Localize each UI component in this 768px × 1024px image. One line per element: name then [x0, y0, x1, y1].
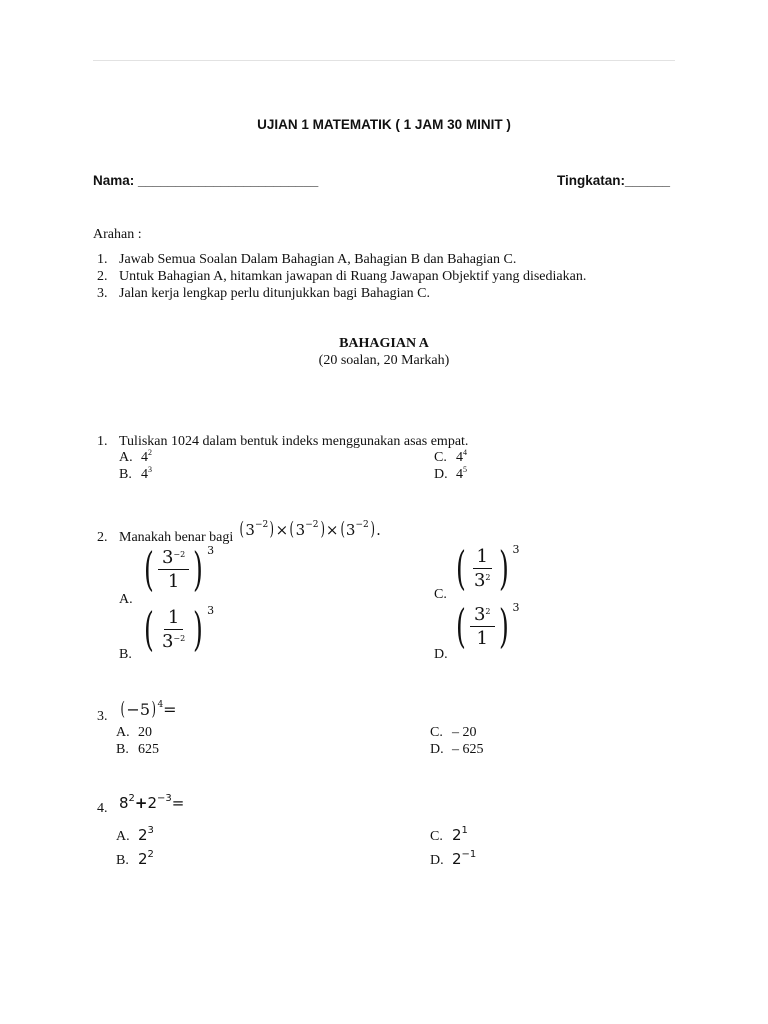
q3-option-c: [430, 725, 477, 741]
option-value: – 625: [452, 742, 484, 757]
instruction-item: [97, 269, 586, 285]
option-power: [452, 850, 476, 868]
q1-option-d: [434, 467, 467, 483]
instruction-item: [97, 286, 430, 302]
option-base: 2: [138, 826, 148, 844]
question-text: Manakah benar bagi: [119, 530, 234, 545]
outer-exponent: 3: [512, 601, 520, 614]
expr-exponent: −2: [305, 520, 319, 530]
question-number: 2.: [97, 530, 108, 545]
q3-option-d: [430, 742, 484, 758]
q2-option-c: ( $\frac{1}{3^2}$ ) 3: [456, 541, 520, 595]
option-exponent: 2: [148, 448, 152, 457]
instruction-number: 2.: [97, 269, 108, 284]
fraction-denominator: 1: [167, 570, 180, 592]
option-base: 4: [456, 450, 463, 465]
q2-option-c-label: C.: [434, 587, 447, 602]
times-sign: ×: [325, 521, 339, 539]
expr-exponent: −2: [355, 520, 369, 530]
fraction-numerator: 3: [161, 546, 174, 568]
instruction-item: [97, 252, 516, 268]
instructions-heading: Arahan :: [93, 227, 142, 242]
option-exponent: 4: [463, 448, 467, 457]
q4-option-a: [116, 826, 154, 845]
option-value: 20: [138, 725, 152, 740]
option-label: C.: [430, 725, 443, 740]
option-power: [138, 826, 154, 844]
option-label: B.: [116, 853, 129, 868]
numerator-exponent: 2: [485, 606, 491, 616]
option-label: B.: [119, 467, 132, 482]
equals-sign: =: [171, 794, 185, 812]
q4-option-c: [430, 826, 468, 845]
fraction-denominator: 3: [473, 569, 486, 591]
denominator-exponent: −2: [173, 633, 186, 643]
option-base: 4: [141, 450, 148, 465]
instruction-number: 3.: [97, 286, 108, 301]
q4-option-d: [430, 850, 476, 869]
option-label: D.: [430, 742, 444, 757]
option-power: [452, 826, 468, 844]
question-1: [97, 434, 468, 450]
option-exponent: 5: [463, 465, 467, 474]
question-4-number: 4.: [97, 801, 108, 816]
option-base: 4: [456, 467, 463, 482]
header-divider: [93, 60, 675, 61]
q4-option-b: [116, 850, 154, 869]
denominator-exponent: 2: [485, 572, 491, 582]
option-value: 625: [138, 742, 159, 757]
option-exponent: 2: [147, 849, 154, 860]
plus-sign: +: [134, 794, 148, 812]
expr-base: 8: [119, 794, 129, 812]
fraction-denominator: 3: [161, 630, 174, 652]
instruction-number: 1.: [97, 252, 108, 267]
expr-period: .: [376, 521, 381, 539]
expr-exponent: −2: [254, 520, 269, 530]
fraction-numerator: 3: [473, 603, 486, 625]
option-base: 2: [452, 826, 462, 844]
q1-option-b: [119, 467, 152, 483]
instruction-text: Jalan kerja lengkap perlu ditunjukkan bagi Bahagian C.: [119, 286, 431, 301]
q2-expression: $(3^{-2})\times(3^{-2})\times(3^{-2})$.: [239, 518, 381, 540]
question-3-number: 3.: [97, 709, 108, 724]
q2-option-a: ( $\frac{3^{-2}}{1}$ ) 3: [144, 542, 215, 596]
option-base: 2: [452, 850, 462, 868]
option-power: [138, 850, 154, 868]
q2-option-d: ( $\frac{3^2}{1}$ ) 3: [456, 599, 520, 653]
q2-option-b-label: B.: [119, 647, 132, 662]
numerator-exponent: −2: [173, 549, 186, 559]
option-label: D.: [434, 467, 448, 482]
option-exponent: 3: [147, 825, 154, 836]
section-subtitle: (20 soalan, 20 Markah): [318, 353, 450, 368]
q2-option-d-label: D.: [434, 647, 448, 662]
expr-base: 3: [345, 521, 356, 539]
instruction-text: Untuk Bahagian A, hitamkan jawapan di Ruang Jawapan Objektif yang disediakan.: [119, 269, 587, 284]
q1-option-c: [434, 450, 467, 466]
option-exponent: 3: [148, 465, 152, 474]
equals-sign: =: [163, 700, 177, 719]
expr-base: −5: [126, 700, 151, 719]
option-label: A.: [116, 725, 130, 740]
q3-option-b: [116, 742, 159, 758]
expr-exponent: 4: [157, 700, 164, 710]
instruction-text: Jawab Semua Soalan Dalam Bahagian A, Bahagian B dan Bahagian C.: [119, 252, 517, 267]
option-label: D.: [430, 853, 444, 868]
outer-exponent: 3: [512, 543, 520, 556]
expr-base: 3: [295, 521, 306, 539]
q1-option-a: [119, 450, 152, 466]
name-field-label: Nama: ________________________: [93, 173, 319, 188]
fraction-denominator: 1: [476, 627, 488, 649]
times-sign: ×: [275, 521, 289, 539]
fraction-numerator: 1: [473, 546, 492, 569]
option-base: 2: [138, 850, 148, 868]
option-label: C.: [430, 829, 443, 844]
outer-exponent: 3: [207, 604, 215, 617]
expr-base: 3: [245, 521, 255, 539]
q2-option-a-label: A.: [119, 592, 133, 607]
option-exponent: −1: [461, 849, 477, 860]
outer-exponent: 3: [207, 544, 215, 557]
q3-expression: $(-5)^4=$: [120, 698, 177, 720]
q4-expression: [119, 794, 184, 812]
expr-exponent: −3: [157, 793, 172, 804]
tingkatan-field-label: Tingkatan:______: [557, 173, 671, 188]
fraction-numerator: 1: [164, 607, 183, 630]
q3-option-a: [116, 725, 152, 741]
option-label: A.: [119, 450, 133, 465]
exam-title: UJIAN 1 MATEMATIK ( 1 JAM 30 MINIT ): [257, 117, 511, 132]
q2-option-b: ( $\frac{1}{3^{-2}}$ ) 3: [144, 602, 215, 656]
option-label: A.: [116, 829, 130, 844]
option-exponent: 1: [461, 825, 468, 836]
expr-base: 2: [147, 794, 158, 812]
section-title: BAHAGIAN A: [339, 336, 429, 351]
option-label: B.: [116, 742, 129, 757]
option-base: 4: [141, 467, 148, 482]
question-number: 1.: [97, 434, 108, 449]
option-label: C.: [434, 450, 447, 465]
question-text: Tuliskan 1024 dalam bentuk indeks menggunakan asas empat.: [119, 434, 469, 449]
option-value: – 20: [452, 725, 477, 740]
expr-exponent: 2: [128, 793, 135, 804]
